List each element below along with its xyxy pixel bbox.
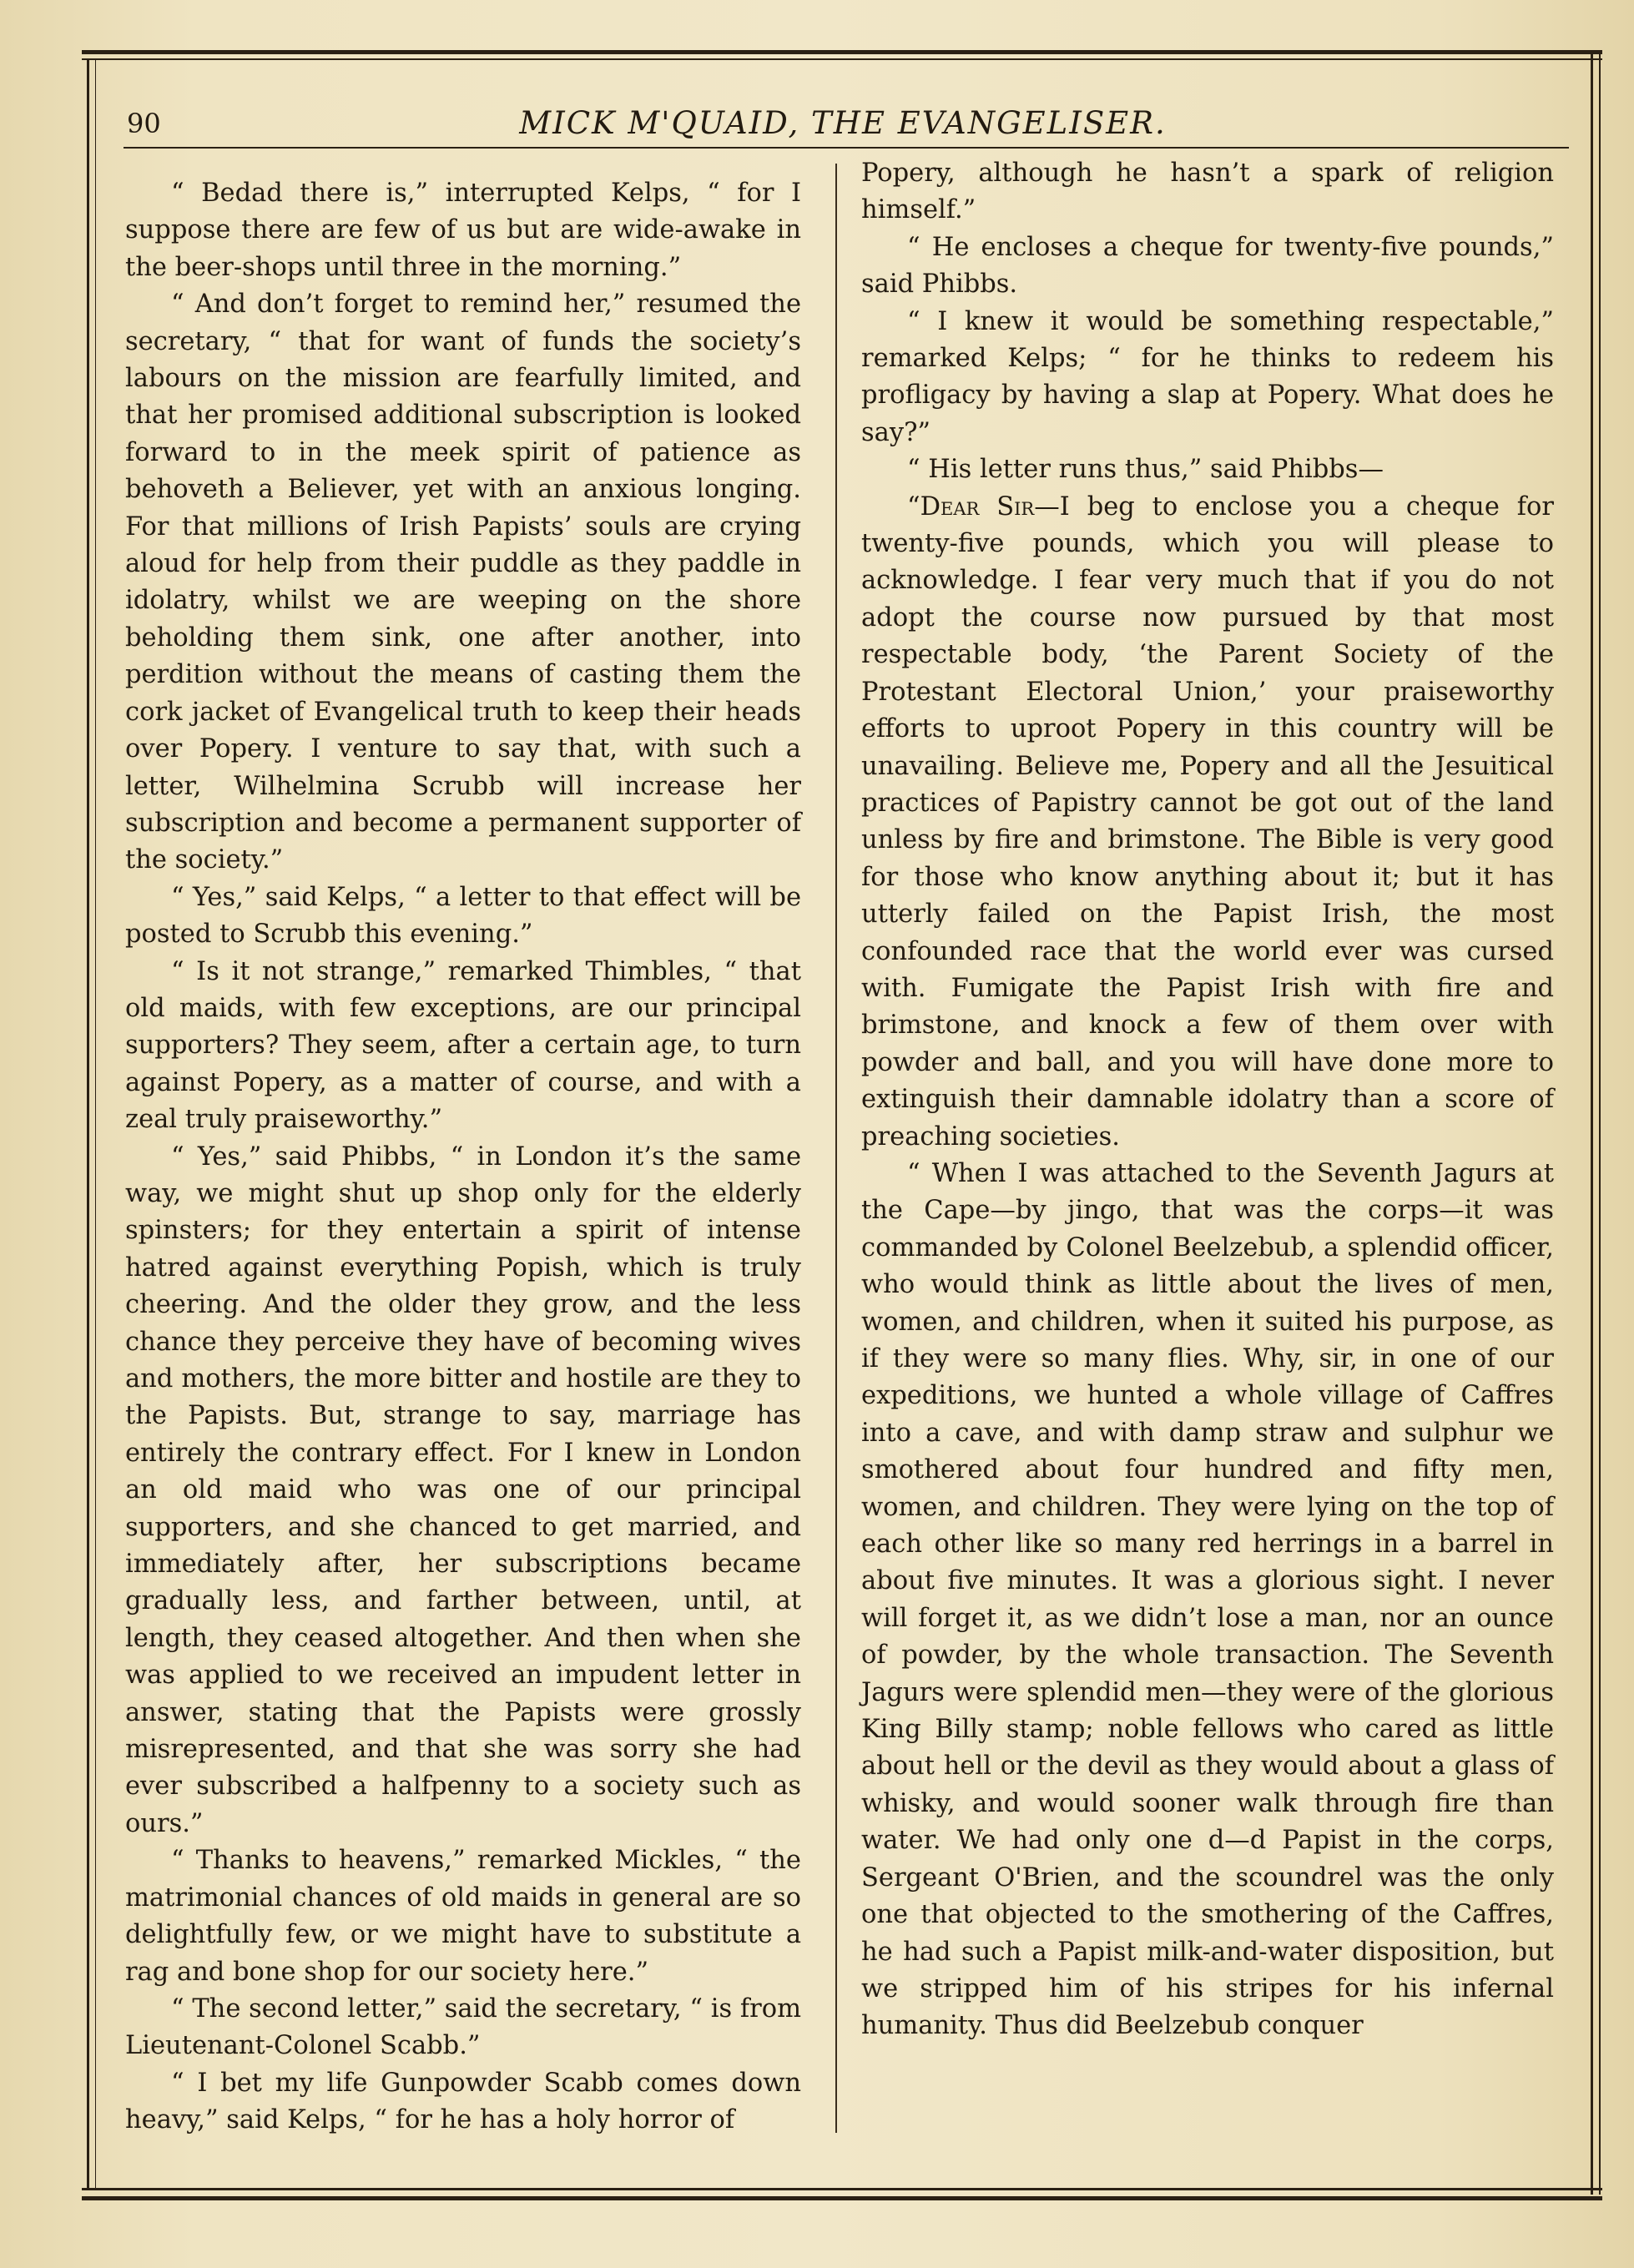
column-divider — [835, 164, 837, 2133]
letter-salutation: Dear Sir — [920, 491, 1035, 522]
bottom-border-rule-thin — [82, 2188, 1602, 2190]
paragraph: “ Bedad there is,” interrupted Kelps, “ for I suppose there are few of us but are wide-awake in the beer-shops until three in the morning.” — [125, 179, 801, 282]
paragraph: “ I bet my life Gunpowder Scabb comes down heavy,” said Kelps, “ for he has a holy horror of — [125, 2068, 801, 2135]
page-number: 90 — [127, 108, 161, 139]
left-column — [125, 175, 801, 2139]
bottom-border-rule — [82, 2196, 1602, 2200]
continued-paragraph: Popery, although he hasn’t a spark of religion himself.” — [861, 159, 1554, 225]
paragraph: “ Is it not strange,” remarked Thimbles, “ that old maids, with few exceptions, are our principal supporters? They seem, after a certain age, to turn against Popery, as a matter of course, and with a zeal truly praiseworthy.” — [125, 956, 801, 1135]
paragraph: “ Thanks to heavens,” remarked Mickles, “ the matrimonial chances of old maids in general are so delightfully few, or we might have to substitute a rag and bone shop for our society here.” — [125, 1846, 801, 1987]
left-border-rule — [87, 60, 89, 2190]
letter-paragraph: “ When I was attached to the Seventh Jagurs at the Cape—by jingo, that was the corps—it was commanded by Colonel Beelzebub, a splendid officer, who would think as little about the lives of men, women, and children, when it suited his purpose, as if they were so many flies. Why, sir, in one of our expeditions, we hunted a whole village of Caffres into a cave, and with damp straw and sulphur we smothered about four hundred and fifty men, women, and children. They were lying on the top of each other like so many red herrings in a barrel in about five minutes. It was a glorious sight. I never will forget it, as we didn’t lose a man, nor an ounce of powder, by the whole transaction. The Seventh Jagurs were splendid men—they were of the glorious King Billy stamp; noble fellows who cared as little about hell or the devil as they would about a glass of whisky, and would sooner walk through fire than water. We had only one d—d Papist in the corps, Sergeant O'Brien, and the scoundrel was the only one that objected to the smothering of the Caffres, he had such a Papist milk-and-water disposition, but we stripped him of his stripes for his infernal humanity. Thus did Beelzebub conquer — [861, 1158, 1554, 2041]
paragraph: “ I knew it would be something respectable,” remarked Kelps; “ for he thinks to redeem his profligacy by having a slap at Popery. What does he say?” — [861, 306, 1554, 447]
running-title: MICK M'QUAID, THE EVANGELISER. — [519, 105, 1167, 141]
letter-paragraph: “Dear Sir—I beg to enclose you a cheque for twenty-five pounds, which you will please to acknowledge. I fear very much that if you do not adopt the course now pursued by that most respectable body, ‘the Parent Society of the Protestant Electoral Union,’ your praiseworthy efforts to uproot Popery in this country will be unavailing. Believe me, Popery and all the Jesuitical practices of Papistry cannot be got out of the land unless by fire and brimstone. The Bible is very good for those who know anything about it; but it has utterly failed on the Papist Irish, the most confounded race that the world ever was cursed with. Fumigate the Papist Irish with fire and brimstone, and knock a few of them over with powder and ball, and you will have done more to extinguish their damnable idolatry than a score of preaching societies. — [861, 491, 1554, 1152]
paragraph: “ And don’t forget to remind her,” resumed the secretary, “ that for want of funds the society’s labours on the mission are fearfully limited, and that her promised additional subscription is looked forward to in the meek spirit of patience as behoveth a Believer, yet with an anxious longing. For that millions of Irish Papists’ souls are crying aloud for help from their puddle as they paddle in idolatry, whilst we are weeping on the shore beholding them sink, one after another, into perdition without the means of casting them the cork jacket of Evangelical truth to keep their heads over Popery. I venture to say that, with such a letter, Wilhelmina Scrubb will increase her subscription and become a permanent supporter of the society.” — [125, 290, 801, 875]
letter-text: —I beg to enclose you a cheque for twenty-five pounds, which you will please to acknowledge. I fear very much that if you do not adopt the course now pursued by that most respectable body, ‘the Parent Society of the Protestant Electoral Union,’ your praiseworthy efforts to uproot Popery in this country will be unavailing. Believe me, Popery and all the Jesuitical practices of Papistry cannot be got out of the land unless by fire and brimstone. The Bible is very good for those who know anything about it; but it has utterly failed on the Papist Irish, the most confounded race that the world ever was cursed with. Fumigate the Papist Irish with fire and brimstone, and knock a few of them over with powder and ball, and you will have done more to extinguish their damnable idolatry than a score of preaching societies. — [861, 491, 1554, 1152]
paragraph: “ He encloses a cheque for twenty-five pounds,” said Phibbs. — [861, 232, 1554, 300]
right-column — [861, 155, 1554, 2045]
paragraph: “ The second letter,” said the secretary, “ is from Lieutenant-Colonel Scabb.” — [125, 1993, 801, 2061]
paragraph: “ Yes,” said Phibbs, “ in London it’s the same way, we might shut up shop only for the elderly spinsters; for they entertain a spirit of intense hatred against everything Popish, which is truly cheering. And the older they grow, and the less chance they perceive they have of becoming wives and mothers, the more bitter and hostile are they to the Papists. But, strange to say, marriage has entirely the contrary effect. For I knew in London an old maid who was one of our principal supporters, and she chanced to get married, and immediately after, her subscriptions became gradually less, and farther between, until, at length, they ceased altogether. And then when she was applied to we received an impudent letter in answer, stating that the Papists were grossly misrepresented, and that she was sorry she had ever subscribed a halfpenny to a society such as ours.” — [125, 1142, 801, 1838]
right-border-rule — [1591, 50, 1593, 2195]
header-rule — [124, 147, 1569, 149]
top-border-rule-thin — [82, 58, 1602, 60]
left-border-rule-thin — [95, 60, 96, 2190]
paragraph: “ Yes,” said Kelps, “ a letter to that effect will be posted to Scrubb this evening.” — [125, 882, 801, 950]
top-border-rule — [82, 50, 1602, 54]
right-border-rule-thin — [1599, 50, 1601, 2195]
paragraph: “ His letter runs thus,” said Phibbs— — [907, 455, 1384, 485]
